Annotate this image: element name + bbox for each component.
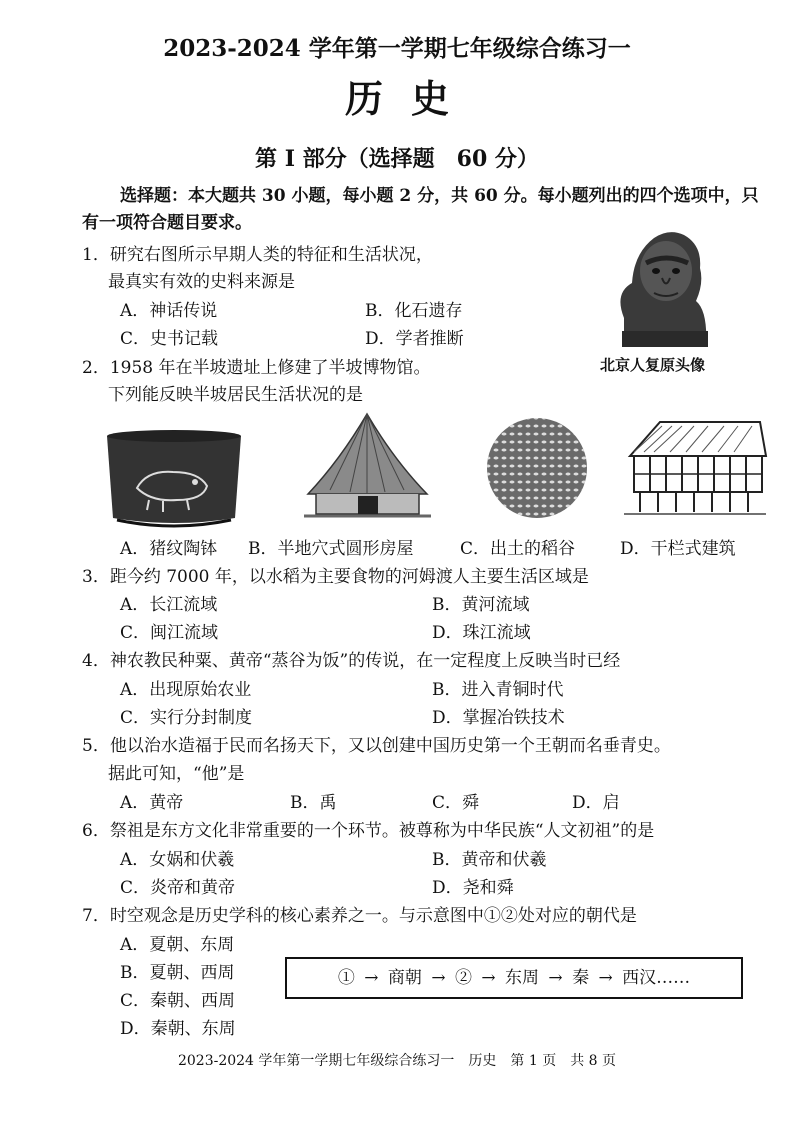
q3-option-b: B．黄河流域	[432, 595, 530, 615]
q7-stem: 7．时空观念是历史学科的核心素养之一。与示意图中①②处对应的朝代是	[82, 906, 637, 926]
q4-option-b: B．进入青铜时代	[432, 680, 564, 700]
q1-option-c: C．史书记载	[120, 329, 219, 349]
q5-option-d: D．启	[572, 793, 620, 813]
q1-image-caption: 北京人复原头像	[600, 356, 706, 374]
q4-stem: 4．神农教民种粟、黄帝“蒸谷为饭”的传说，在一定程度上反映当时已经	[82, 651, 621, 671]
stilt-house-image	[620, 412, 770, 520]
q2-option-b: B．半地穴式圆形房屋	[248, 539, 414, 559]
q2-option-d: D．干栏式建筑	[620, 539, 736, 559]
section-title: 第 I 部分（选择题 60 分）	[255, 146, 539, 172]
q4-option-d: D．掌握冶铁技术	[432, 708, 565, 728]
rice-grains-image	[484, 414, 590, 522]
q5-stem-line2: 据此可知，“他”是	[108, 764, 245, 784]
section-instruction: 选择题：本大题共 30 小题，每小题 2 分，共 60 分。每小题列出的四个选项中，只有一项符合题目要求。	[82, 186, 759, 233]
q5-option-a: A．黄帝	[120, 793, 184, 813]
q1-stem-line1: 1．研究右图所示早期人类的特征和生活状况，	[82, 245, 433, 265]
subject-title: 历史	[344, 76, 477, 121]
q2-stem-line1: 2．1958 年在半坡遗址上修建了半坡博物馆。	[82, 358, 431, 378]
q7-option-d: D．秦朝、东周	[120, 1019, 236, 1039]
q1-option-b: B．化石遗存	[365, 301, 463, 321]
q7-option-c: C．秦朝、西周	[120, 991, 236, 1011]
q5-option-b: B．禹	[290, 793, 337, 813]
q3-option-d: D．珠江流域	[432, 623, 531, 643]
q6-option-b: B．黄帝和伏羲	[432, 850, 547, 870]
q3-option-a: A．长江流域	[120, 595, 218, 615]
q6-option-d: D．尧和舜	[432, 878, 514, 898]
q2-stem-line2: 下列能反映半坡居民生活状况的是	[108, 385, 363, 405]
q7-option-a: A．夏朝、东周	[120, 935, 235, 955]
q4-option-a: A．出现原始农业	[120, 680, 252, 700]
peking-man-bust-image	[604, 223, 722, 348]
q7-option-b: B．夏朝、西周	[120, 963, 235, 983]
q1-option-d: D．学者推断	[365, 329, 464, 349]
q1-option-a: A．神话传说	[120, 301, 218, 321]
page-footer: 2023-2024 学年第一学期七年级综合练习一 历史 第 1 页 共 8 页	[177, 1053, 617, 1069]
exam-title: 2023-2024 学年第一学期七年级综合练习一	[163, 35, 631, 62]
q2-option-c: C．出土的稻谷	[460, 539, 576, 559]
q2-option-a: A．猪纹陶钵	[120, 539, 218, 559]
q3-stem: 3．距今约 7000 年，以水稻为主要食物的河姆渡人主要生活区域是	[82, 567, 589, 587]
dynasty-sequence-box	[285, 957, 743, 999]
q6-option-a: A．女娲和伏羲	[120, 850, 235, 870]
q5-option-c: C．舜	[432, 793, 480, 813]
q6-stem: 6．祭祖是东方文化非常重要的一个环节。被尊称为中华民族“人文初祖”的是	[82, 821, 655, 841]
q5-stem-line1: 5．他以治水造福于民而名扬天下，又以创建中国历史第一个王朝而名垂青史。	[82, 736, 671, 756]
round-house-image	[300, 410, 435, 528]
dynasty-sequence-text: ① → 商朝 → ② → 东周 → 秦 → 西汉……	[337, 968, 691, 988]
q4-option-c: C．实行分封制度	[120, 708, 253, 728]
q6-option-c: C．炎帝和黄帝	[120, 878, 236, 898]
q3-option-c: C．闽江流域	[120, 623, 219, 643]
pig-pattern-pottery-image	[103, 428, 245, 528]
q1-stem-line2: 最真实有效的史料来源是	[108, 272, 295, 292]
